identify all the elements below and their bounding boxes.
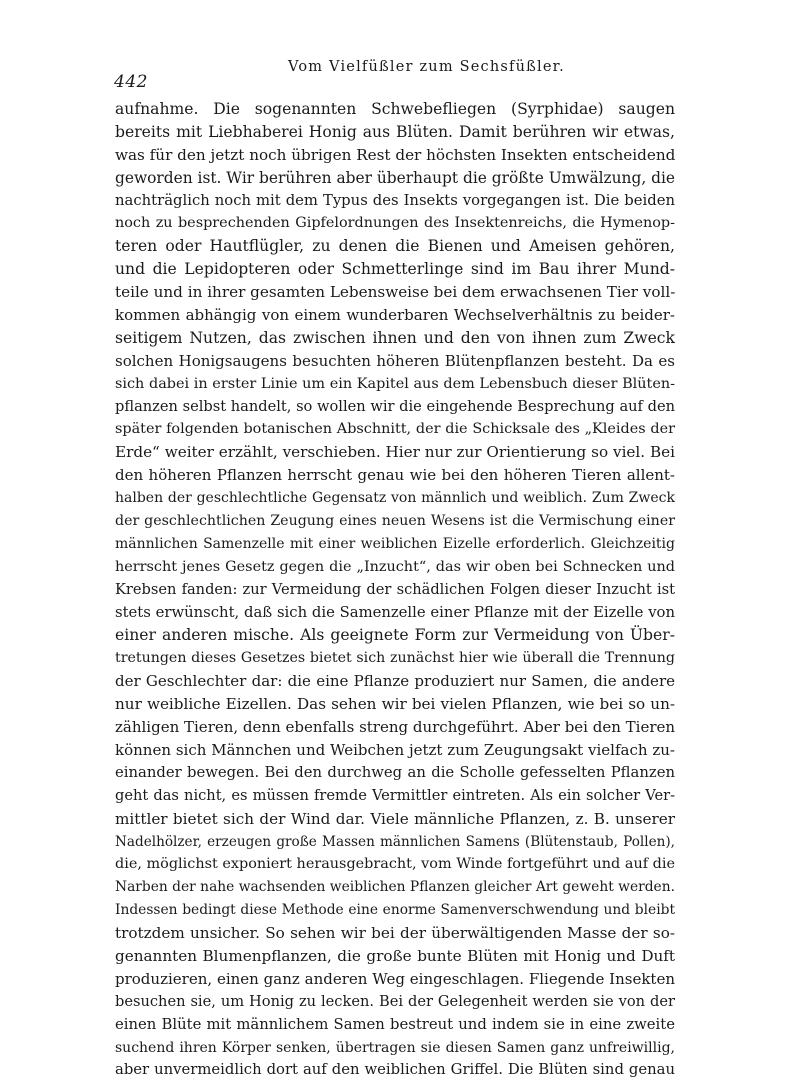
text-line: produzieren, einen ganz anderen Weg eingeschlagen. Fliegende Insekten [115,969,675,988]
text-line: suchend ihren Körper senken, übertragen sie diesen Samen ganz unfreiwillig, [115,1039,675,1056]
text-line: nur weibliche Eizellen. Das sehen wir bei vielen Pflanzen, wie bei so un- [115,695,675,714]
text-line: der Geschlechter dar: die eine Pflanze produziert nur Samen, die andere [115,672,675,691]
text-line: und die Lepidopteren oder Schmetterlinge sind im Bau ihrer Mund- [115,260,675,279]
text-line: was für den jetzt noch übrigen Rest der höchsten Insekten entscheidend [115,145,676,164]
text-line: besuchen sie, um Honig zu lecken. Bei der Gelegenheit werden sie von der [115,992,675,1010]
text-line: einander bewegen. Bei den durchweg an die Scholle gefesselten Pflanzen [115,763,675,781]
text-line: trotzdem unsicher. So sehen wir bei der überwältigenden Masse der so- [115,924,675,943]
text-line: aufnahme. Die sogenannten Schwebefliegen (Syrphidae) saugen [115,100,675,118]
text-line: teren oder Hautflügler, zu denen die Bienen und Ameisen gehören, [115,237,675,256]
text-line: aber unvermeidlich dort auf den weiblichen Griffel. Die Blüten sind genau [115,1061,675,1079]
text-line: genannten Blumenpflanzen, die große bunte Blüten mit Honig und Duft [115,946,675,965]
text-line: halben der geschlechtliche Gegensatz von männlich und weiblich. Zum Zweck [115,490,675,507]
text-line: der geschlechtlichen Zeugung eines neuen Wesens ist die Vermischung einer [115,513,675,530]
text-line: geworden ist. Wir berühren aber überhaupt die größte Umwälzung, die [115,168,675,187]
text-line: Erde“ weiter erzählt, verschieben. Hier nur zur Orientierung so viel. Bei [115,443,675,462]
text-line: pflanzen selbst handelt, so wollen wir die eingehende Besprechung auf den [115,397,675,415]
text-line: zähligen Tieren, denn ebenfalls streng durchgeführt. Aber bei den Tieren [115,718,676,737]
text-line: einen Blüte mit männlichem Samen bestreut und indem sie in eine zweite [115,1015,675,1033]
text-line: solchen Honigsaugens besuchten höheren Blütenpflanzen besteht. Da es [115,351,675,370]
text-line: einer anderen mische. Als geeignete Form zur Vermeidung von Über- [115,626,675,645]
text-line: Narben der nahe wachsenden weiblichen Pflanzen gleicher Art geweht werden. [115,879,675,896]
text-line: männlichen Samenzelle mit einer weiblichen Eizelle erforderlich. Gleichzeitig [115,535,675,552]
text-line: Nadelhölzer, erzeugen große Massen männlichen Samens (Blütenstaub, Pollen), [115,833,675,850]
text-line: geht das nicht, es müssen fremde Vermittler eintreten. Als ein solcher Ver- [115,786,675,804]
text-line: stets erwünscht, daß sich die Samenzelle einer Pflanze mit der Eizelle von [115,603,675,621]
text-line: Krebsen fanden: zur Vermeidung der schädlichen Folgen dieser Inzucht ist [115,580,675,598]
text-line: können sich Männchen und Weibchen jetzt zum Zeugungsakt vielfach zu- [115,740,675,759]
text-line: bereits mit Liebhaberei Honig aus Blüten. Damit berühren wir etwas, [115,122,675,141]
page-header [114,58,674,92]
text-line: den höheren Pflanzen herrscht genau wie bei den höheren Tieren allent- [115,466,675,485]
text-line: noch zu besprechenden Gipfelordnungen des Insektenreichs, die Hymenop- [115,215,675,232]
text-line: teile und in ihrer gesamten Lebensweise bei dem erwachsenen Tier voll- [115,283,676,302]
running-head: Vom Vielfüßler zum Sechsfüßler. [288,59,565,75]
text-line: herrscht jenes Gesetz gegen die „Inzucht“, das wir oben bei Schnecken und [115,558,675,575]
text-line: sich dabei in erster Linie um ein Kapitel aus dem Lebensbuch dieser Blüten- [115,375,675,392]
text-line: mittler bietet sich der Wind dar. Viele männliche Pflanzen, z. B. unserer [115,809,675,828]
text-line: nachträglich noch mit dem Typus des Insekts vorgegangen ist. Die beiden [115,191,675,209]
page-number: 442 [114,72,148,92]
text-line: kommen abhängig von einem wunderbaren Wechselverhältnis zu beider- [115,306,675,325]
text-line: Indessen bedingt diese Methode eine enorme Samenverschwendung und bleibt [115,902,675,919]
text-line: tretungen dieses Gesetzes bietet sich zunächst hier wie überall die Trennung [115,650,675,667]
text-line: seitigem Nutzen, das zwischen ihnen und den von ihnen zum Zweck [115,328,675,347]
text-line: die, möglichst exponiert herausgebracht, vom Winde fortgeführt und auf die [115,856,675,873]
body-text [115,98,675,1082]
text-line: später folgenden botanischen Abschnitt, der die Schicksale des „Kleides der [115,421,675,438]
